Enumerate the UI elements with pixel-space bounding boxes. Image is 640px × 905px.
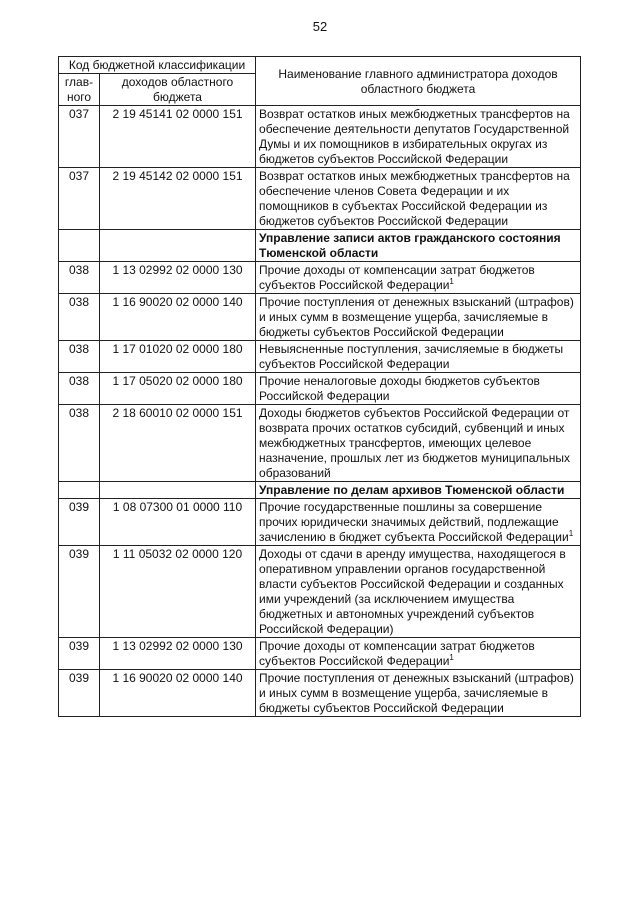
name-cell — [256, 168, 581, 230]
name-cell — [256, 373, 581, 405]
revenue-code-cell: 1 16 90020 02 0000 140 — [100, 294, 256, 341]
section-header-row — [59, 230, 581, 262]
name-cell — [256, 499, 581, 546]
admin-code-cell: 039 — [59, 670, 100, 717]
table-row — [59, 499, 581, 546]
table-row — [59, 168, 581, 230]
revenue-name: Прочие поступления от денежных взысканий (штрафов) и иных сумм в возмещение ущерба, зачисляемые в бюджеты субъектов Российской Федерации — [259, 295, 574, 339]
revenue-name: Прочие государственные пошлины за совершение прочих юридически значимых действий, подлежащие зачислению в бюджет субъекта Российской Федерации — [259, 500, 569, 544]
revenue-code-cell: 2 18 60010 02 0000 151 — [100, 405, 256, 482]
revenue-code-cell: 2 19 45142 02 0000 151 — [100, 168, 256, 230]
table-body — [59, 106, 581, 717]
revenue-name: Прочие доходы от компенсации затрат бюджетов субъектов Российской Федерации — [259, 639, 535, 668]
revenue-name: Прочие доходы от компенсации затрат бюджетов субъектов Российской Федерации — [259, 263, 535, 292]
header-admin-name: Наименование главного администратора доходов областного бюджета — [256, 57, 581, 106]
admin-code-cell: 038 — [59, 373, 100, 405]
name-cell — [256, 670, 581, 717]
revenue-code-cell: 1 08 07300 01 0000 110 — [100, 499, 256, 546]
name-cell — [256, 638, 581, 670]
admin-code-cell: 037 — [59, 168, 100, 230]
section-title: Управление записи актов гражданского состояния Тюменской области — [259, 231, 561, 260]
footnote-marker: 1 — [449, 653, 454, 662]
revenue-name: Доходы от сдачи в аренду имущества, находящегося в оперативном управлении органов государственной власти субъектов Российской Федерации и созданных ими учреждений (за исключением имущества бюджетных и автономных учреждений субъектов Российской Федерации) — [259, 547, 566, 636]
name-cell — [256, 106, 581, 168]
header-kbk: Код бюджетной классификации — [59, 57, 256, 74]
revenue-name: Прочие неналоговые доходы бюджетов субъектов Российской Федерации — [259, 374, 540, 403]
name-cell — [256, 294, 581, 341]
admin-code-cell — [59, 230, 100, 262]
name-cell — [256, 482, 581, 499]
revenue-code-cell: 1 13 02992 02 0000 130 — [100, 262, 256, 294]
revenue-name: Невыясненные поступления, зачисляемые в бюджеты субъектов Российской Федерации — [259, 342, 564, 371]
revenue-name: Возврат остатков иных межбюджетных трансфертов на обеспечение деятельности депутатов Государственной Думы и их помощников в избирательных округах из бюджетов субъектов Российской Федерации — [259, 107, 570, 166]
footnote-marker: 1 — [568, 529, 574, 538]
table-row — [59, 405, 581, 482]
revenue-name: Возврат остатков иных межбюджетных трансфертов на обеспечение членов Совета Федерации и их помощников в субъектах Российской Федерации из бюджетов субъектов Российской Федерации — [259, 169, 570, 228]
admin-code-cell: 038 — [59, 262, 100, 294]
revenue-code-cell — [100, 482, 256, 499]
header-admin-code: глав-ного — [59, 74, 100, 106]
name-cell — [256, 262, 581, 294]
budget-classification-table — [58, 56, 581, 717]
revenue-code-cell: 1 16 90020 02 0000 140 — [100, 670, 256, 717]
admin-code-cell: 039 — [59, 499, 100, 546]
admin-code-cell: 037 — [59, 106, 100, 168]
table-row — [59, 670, 581, 717]
table-row — [59, 294, 581, 341]
revenue-name: Прочие поступления от денежных взысканий (штрафов) и иных сумм в возмещение ущерба, зачисляемые в бюджеты субъектов Российской Федерации — [259, 671, 574, 715]
table-row — [59, 262, 581, 294]
name-cell — [256, 230, 581, 262]
footnote-marker: 1 — [449, 277, 454, 286]
revenue-code-cell: 2 19 45141 02 0000 151 — [100, 106, 256, 168]
section-header-row — [59, 482, 581, 499]
name-cell — [256, 341, 581, 373]
table-row — [59, 341, 581, 373]
admin-code-cell: 038 — [59, 405, 100, 482]
table-row — [59, 373, 581, 405]
admin-code-cell: 039 — [59, 546, 100, 638]
revenue-code-cell: 1 13 02992 02 0000 130 — [100, 638, 256, 670]
admin-code-cell — [59, 482, 100, 499]
name-cell — [256, 546, 581, 638]
revenue-code-cell: 1 11 05032 02 0000 120 — [100, 546, 256, 638]
revenue-code-cell: 1 17 01020 02 0000 180 — [100, 341, 256, 373]
table-row — [59, 638, 581, 670]
admin-code-cell: 038 — [59, 294, 100, 341]
revenue-code-cell — [100, 230, 256, 262]
table-row — [59, 546, 581, 638]
revenue-code-cell: 1 17 05020 02 0000 180 — [100, 373, 256, 405]
page-number: 52 — [312, 19, 328, 34]
table-header — [59, 57, 581, 106]
section-title: Управление по делам архивов Тюменской области — [259, 483, 565, 497]
table-row — [59, 106, 581, 168]
name-cell — [256, 405, 581, 482]
header-revenue-code: доходов областного бюджета — [100, 74, 256, 106]
revenue-name: Доходы бюджетов субъектов Российской Федерации от возврата прочих остатков субсидий, субвенций и иных межбюджетных трансфертов, имеющих целевое назначение, прошлых лет из бюджетов муниципальных образований — [259, 406, 571, 480]
admin-code-cell: 039 — [59, 638, 100, 670]
admin-code-cell: 038 — [59, 341, 100, 373]
